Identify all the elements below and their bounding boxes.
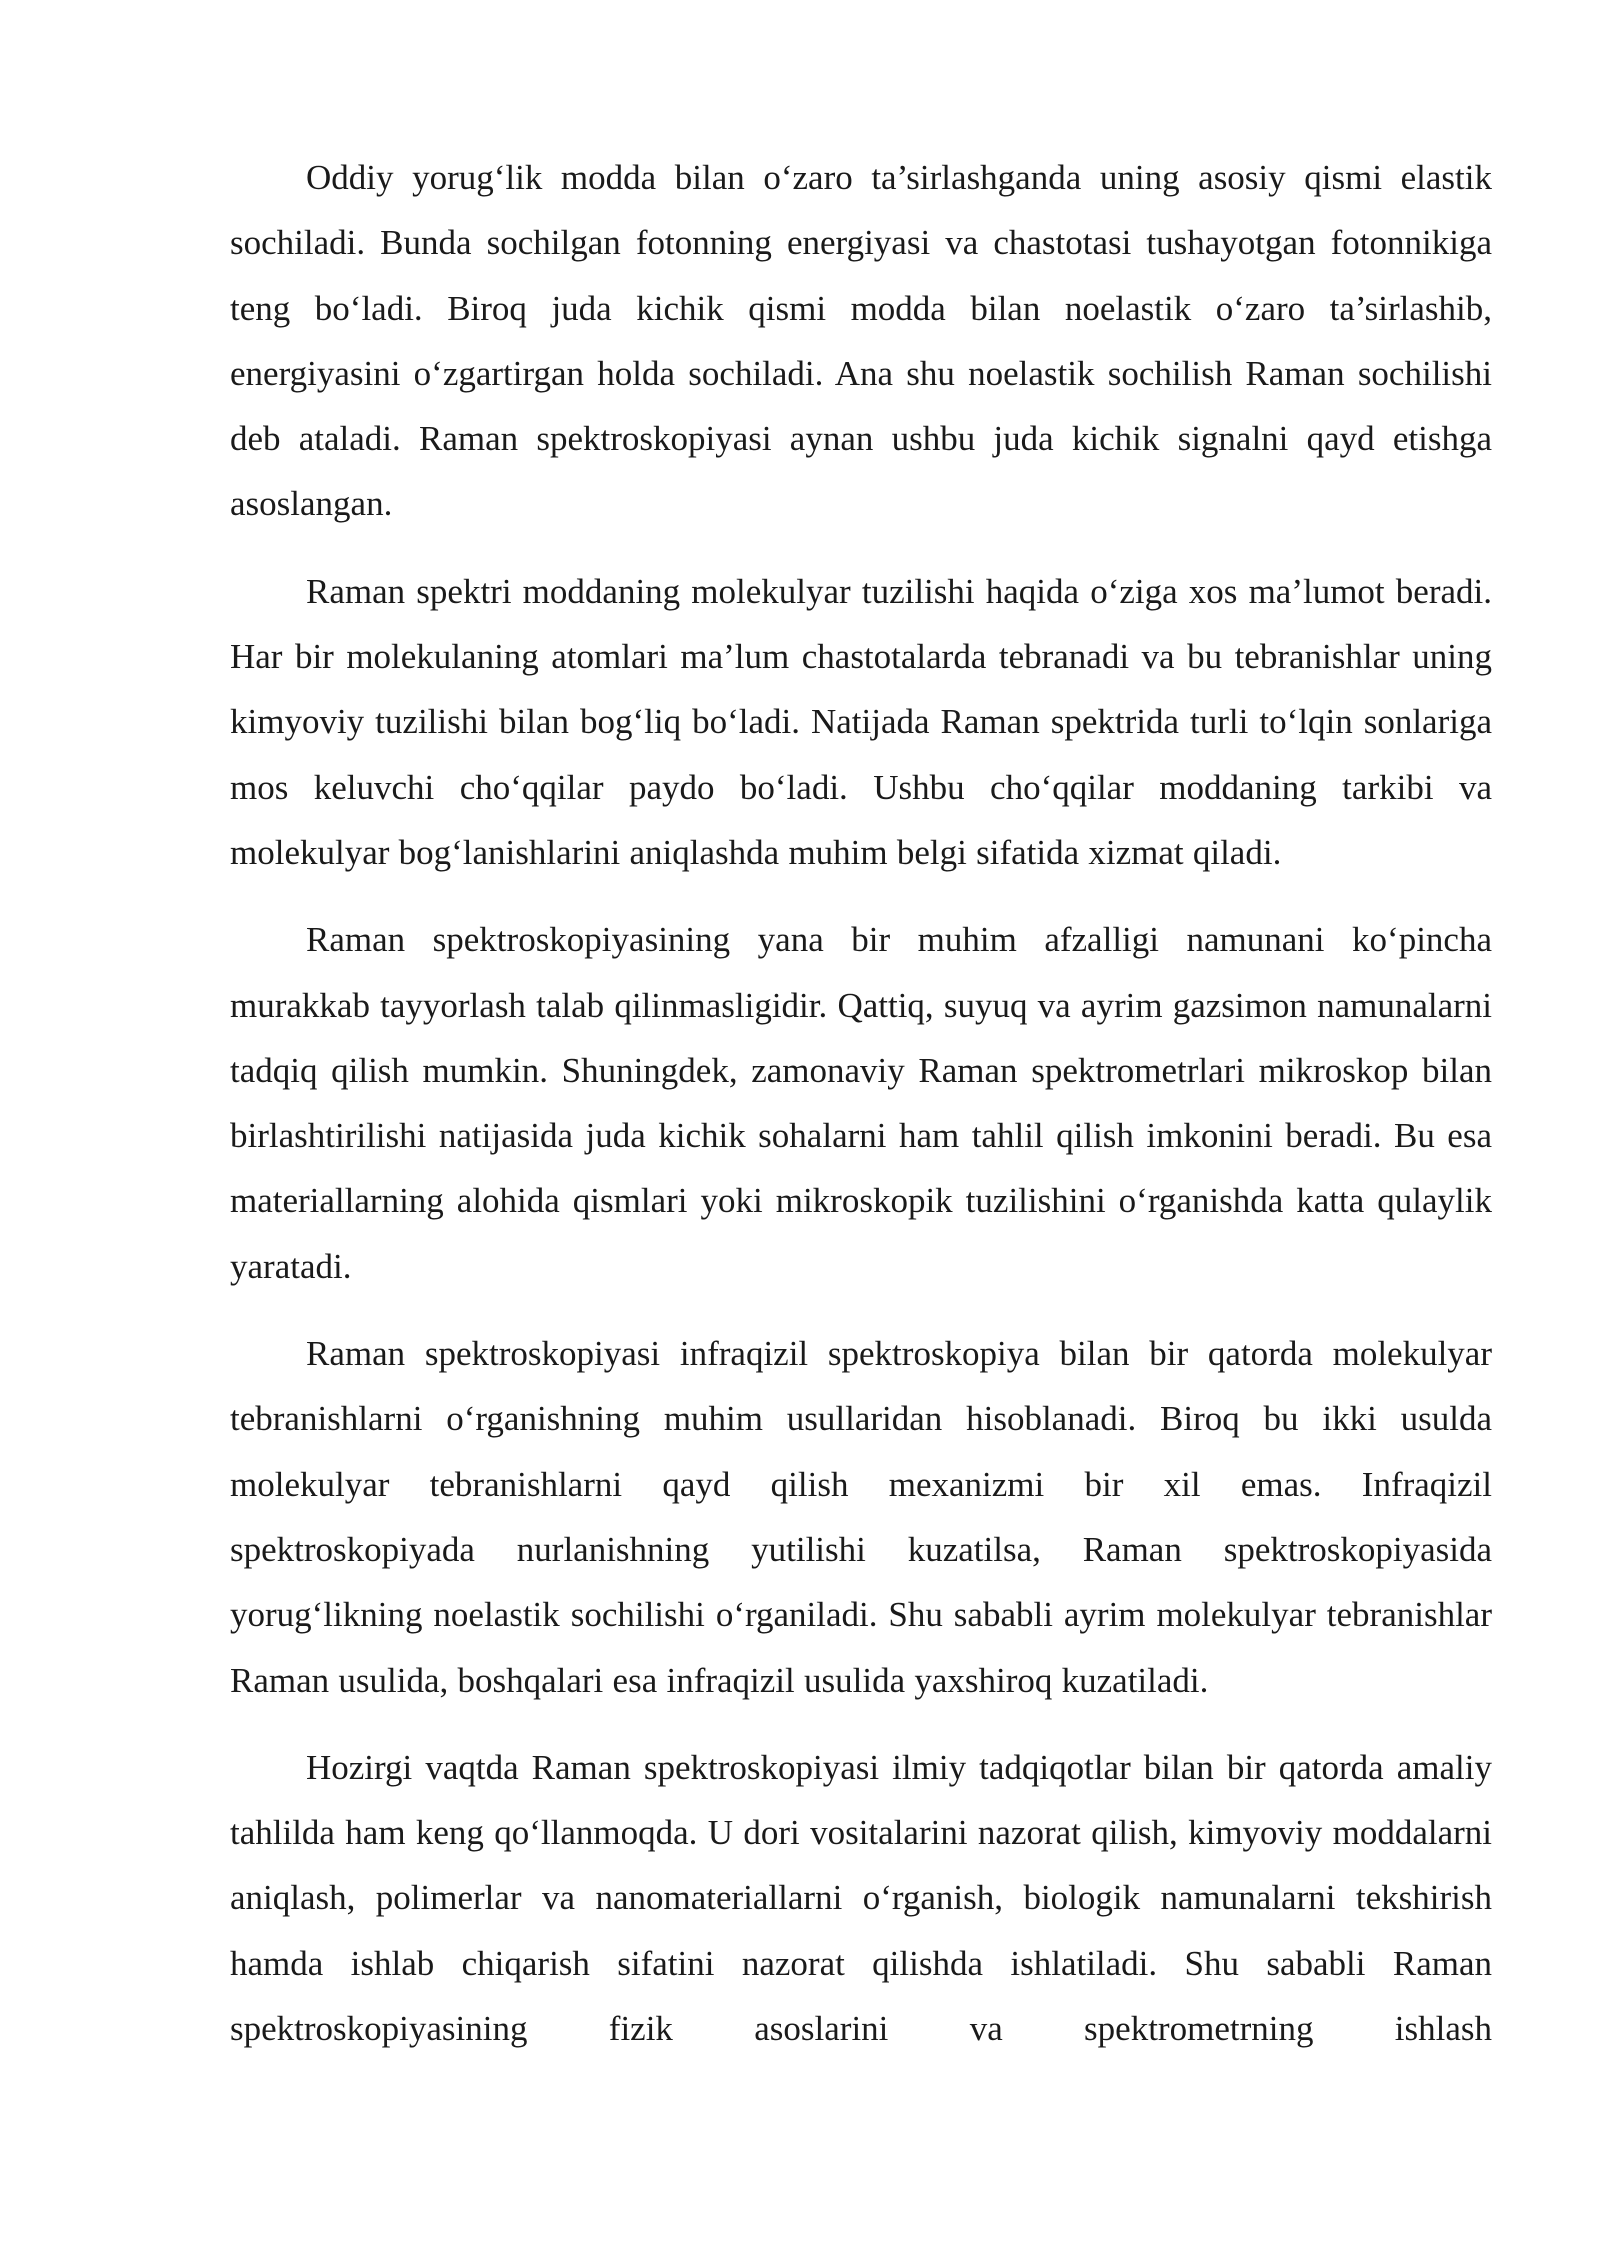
paragraph-2: Raman spektri moddaning molekulyar tuzilishi haqida o‘ziga xos ma’lumot beradi. Har bir molekulaning atomlari ma’lum chastotalarda tebranadi va bu tebranishlar uning kimyoviy tuzilishi bilan bog‘liq bo‘ladi. Natijada Raman spektrida turli to‘lqin sonlariga mos keluvchi cho‘qqilar paydo bo‘ladi. Ushbu cho‘qqilar moddaning tarkibi va molekulyar bog‘lanishlarini aniqlashda muhim belgi sifatida xizmat qiladi. xyxy=(230,571,1492,872)
paragraph-5: Hozirgi vaqtda Raman spektroskopiyasi ilmiy tadqiqotlar bilan bir qatorda amaliy tahlilda ham keng qo‘llanmoqda. U dori vositalarini nazorat qilish, kimyoviy moddalarni aniqlash, polimerlar va nanomateriallarni o‘rganish, biologik namunalarni tekshirish hamda ishlab chiqarish sifatini nazorat qilishda ishlatiladi. Shu sababli Raman spektroskopiyasining fizik asoslarini va spektrometrning ishlash xyxy=(230,1747,1492,2049)
paragraph-3: Raman spektroskopiyasining yana bir muhim afzalligi namunani ko‘pincha murakkab tayyorlash talab qilinmasligidir. Qattiq, suyuq va ayrim gazsimon namunalarni tadqiq qilish mumkin. Shuningdek, zamonaviy Raman spektrometrlari mikroskop bilan birlashtirilishi natijasida juda kichik sohalarni ham tahlil qilish imkonini beradi. Bu esa materiallarning alohida qismlari yoki mikroskopik tuzilishini o‘rganishda katta qulaylik yaratadi. xyxy=(230,920,1492,1286)
document-body xyxy=(230,145,1492,2061)
paragraph-1: Oddiy yorug‘lik modda bilan o‘zaro ta’sirlashganda uning asosiy qismi elastik sochiladi. Bunda sochilgan fotonning energiyasi va chastotasi tushayotgan fotonnikiga teng bo‘ladi. Biroq juda kichik qismi modda bilan noelastik o‘zaro ta’sirlashib, energiyasini o‘zgartirgan holda sochiladi. Ana shu noelastik sochilish Raman sochilishi deb ataladi. Raman spektroskopiyasi aynan ushbu juda kichik signalni qayd etishga asoslangan. xyxy=(230,158,1492,524)
paragraph-4: Raman spektroskopiyasi infraqizil spektroskopiya bilan bir qatorda molekulyar tebranishlarni o‘rganishning muhim usullaridan hisoblanadi. Biroq bu ikki usulda molekulyar tebranishlarni qayd qilish mexanizmi bir xil emas. Infraqizil spektroskopiyada nurlanishning yutilishi kuzatilsa, Raman spektroskopiyasida yorug‘likning noelastik sochilishi o‘rganiladi. Shu sababli ayrim molekulyar tebranishlar Raman usulida, boshqalari esa infraqizil usulida yaxshiroq kuzatiladi. xyxy=(230,1334,1492,1700)
